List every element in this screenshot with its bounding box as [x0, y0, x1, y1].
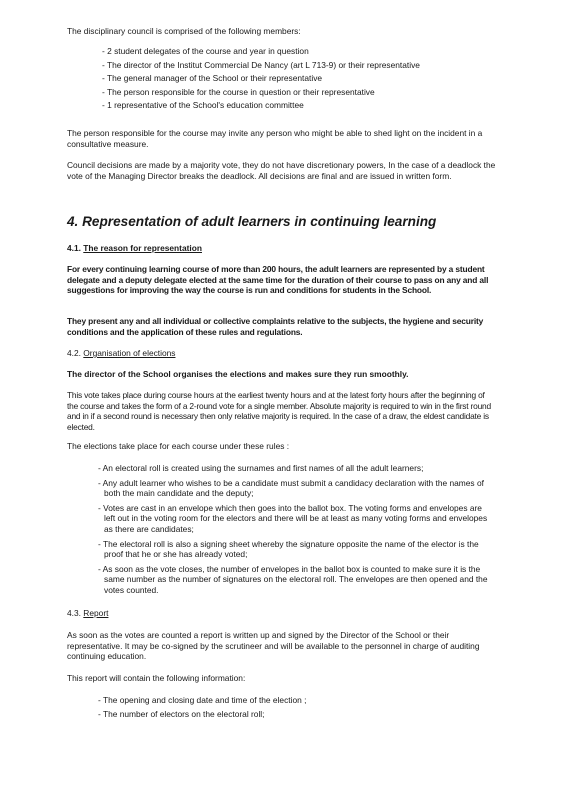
subsection-4-3-heading — [67, 608, 497, 619]
subsection-4-1-heading — [67, 243, 497, 254]
list-item: - The opening and closing date and time of the election ; — [98, 695, 307, 705]
report-items-list — [0, 695, 565, 722]
subsection-number: 4.3. — [67, 608, 84, 618]
vote-paragraph: This vote takes place during course hours at the earliest twenty hours and at the latest forty hours after the beginning of the course and takes the form of a 2-round vote for a single member. Absolute majority is required to win in the first round and in if a second round is necessary then only relative majority is required. In the case of a draw, the eldest candidate is elected. — [67, 390, 491, 432]
council-members-list — [0, 46, 565, 114]
list-item: - 1 representative of the School's education committee — [102, 100, 304, 111]
list-item: - An electoral roll is created using the surnames and first names of all the adult learners; — [98, 463, 424, 473]
subsection-title: Report — [83, 608, 109, 618]
list-item: - Any adult learner who wishes to be a candidate must submit a candidacy declaration with the names of both the main candidate and the deputy; — [98, 477, 484, 499]
invite-paragraph: The person responsible for the course may invite any person who might be able to shed light on the incident in a consultative measure. — [67, 128, 483, 149]
complaints-paragraph: They present any and all individual or collective complaints relative to the subjects, the hygiene and security conditions and the application of these rules and regulations. — [67, 316, 484, 337]
decisions-paragraph: Council decisions are made by a majority vote, they do not have discretionary powers, In the case of a deadlock the vote of the Managing Director breaks the deadlock. All decisions are final and are issued in written form. — [67, 160, 496, 181]
list-item: - The person responsible for the course in question or their representative — [102, 86, 375, 97]
list-item: - 2 student delegates of the course and year in question — [102, 46, 309, 56]
intro-text: The disciplinary council is comprised of the following members: — [67, 26, 301, 36]
list-item: - The general manager of the School or their representative — [102, 73, 323, 84]
represented-paragraph: For every continuing learning course of more than 200 hours, the adult learners are represented by a student delegate and a deputy delegate elected at the same time for the duration of their course to pass on any and all suggestions for improving the way the course is run and conditions for students in the School. — [67, 264, 489, 296]
election-rules-list — [0, 463, 565, 600]
list-item: - The director of the Institut Commercial De Nancy (art L 713-9) or their representative — [102, 59, 420, 70]
subsection-4-2-heading — [67, 348, 497, 359]
list-item: - The number of electors on the electoral roll; — [98, 708, 265, 719]
list-item: - Votes are cast in an envelope which then goes into the ballot box. The voting forms and envelopes are left out in the voting room for the electors and there will be at least as many voting forms and envelopes as there are candidates; — [98, 502, 488, 534]
director-paragraph: The director of the School organises the elections and makes sure they run smoothly. — [67, 369, 409, 379]
subsection-number: 4.1. — [67, 243, 84, 253]
rules-intro: The elections take place for each course under these rules : — [67, 441, 290, 451]
subsection-number: 4.2. — [67, 348, 84, 358]
report-contain-text: This report will contain the following information: — [67, 673, 246, 683]
list-item: - As soon as the vote closes, the number of envelopes in the ballot box is counted to make sure it is the same number as the number of signatures on the electoral roll. The envelopes are then opened and the votes counted. — [98, 563, 488, 595]
subsection-title: The reason for representation — [83, 243, 202, 253]
subsection-title: Organisation of elections — [83, 348, 176, 358]
section-heading: 4. Representation of adult learners in continuing learning — [67, 214, 437, 229]
report-paragraph: As soon as the votes are counted a report is written up and signed by the Director of the School or their representative. It may be co-signed by the scrutineer and will be available to the personnel in charge of auditing continuing education. — [67, 630, 480, 662]
list-item: - The electoral roll is also a signing sheet whereby the signature opposite the name of the elector is the proof that he or she has already voted; — [98, 538, 479, 560]
